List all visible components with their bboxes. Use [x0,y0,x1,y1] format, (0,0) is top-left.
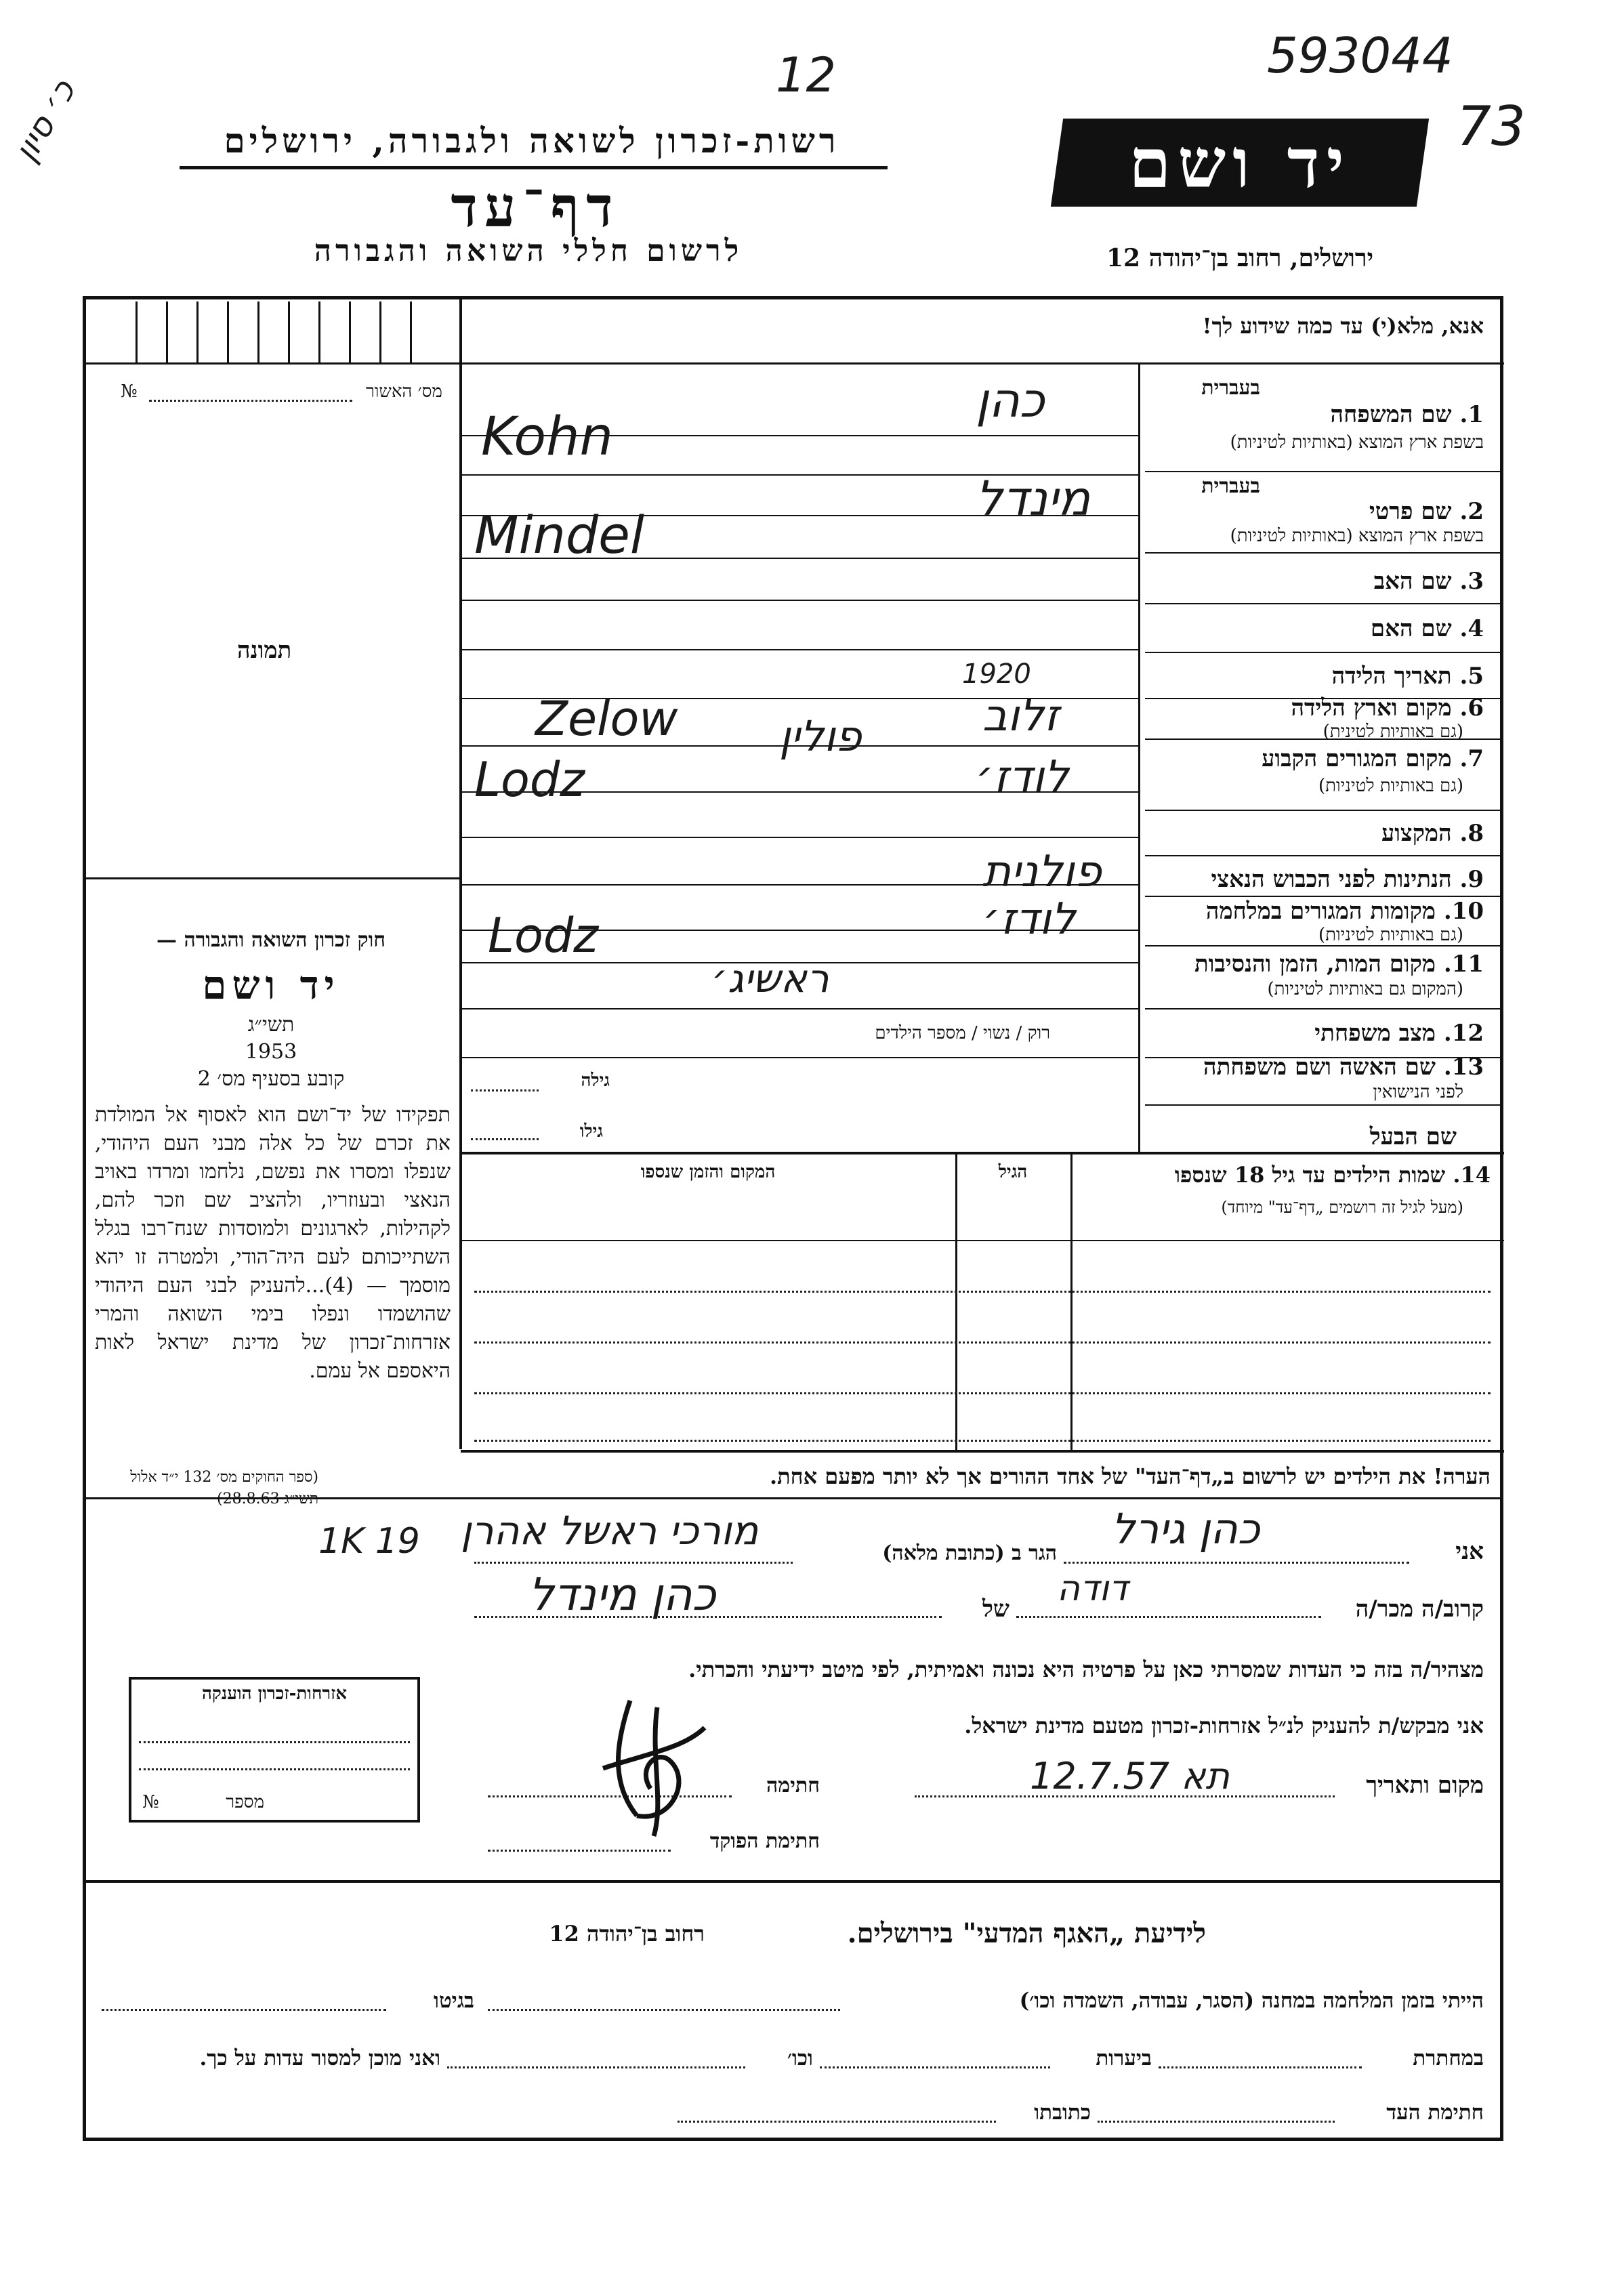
field-12-label: 12. מצב משפחתי [1314,1020,1484,1047]
approval-no-mark: № [121,381,138,402]
decl-place-date-value: תא 12.7.57 [1030,1755,1230,1797]
bottom-line1-start: הייתי בזמן המלחמה במחנה (הסגר, עבודה, השמדה וכו׳) [1019,1989,1484,2013]
value-birth-place-lat: Zelow [535,691,678,747]
citizenship-title: אזרחות-זכרון הוענקה [201,1684,348,1704]
law-body: תפקידו של יד־ושם הוא לאסוף אל המולדת את זכרם של כל אלה מבני העם היהודי, שנפלו ומסרו את נפשם, נלחמו ומרדו באויב הנאצי ובעוזריו, ולהציב שם וזכר להם, לקהילות, לארגונים ולמוסדות שנח־רבו בגלל השתייכותם לעם היה־הודי, ולמטרה זו יהא מוסמך — (4)...להעניק לבני העם היהודי שהושמדו ונפלו בימי השואה והמרי אזרחות־זכרון של מדינת ישראל לאות היאספם אל עמם. [95,1103,451,1383]
authority-name: רשות-זכרון לשואה ולגבורה, ירושלים [224,121,840,161]
field-2-sub: בשפת ארץ המוצא (באותיות לטיניות) [1230,526,1484,546]
bottom-line3-mid: כתובתו [1034,2100,1091,2125]
field-2-label: 2. שם פרטי [1369,498,1484,525]
field-13-sub: לפני הנישואין [1373,1082,1463,1102]
law-year-he: תשי״ג [247,1013,295,1037]
photo-label: תמונה [237,637,292,664]
value-birth-place-he: זלוב [982,691,1059,741]
field-4-label: 4. שם האם [1370,615,1484,642]
field-7-sub: (גם באותיות לטיניות) [1318,776,1463,796]
field-7-label: 7. מקום המגורים הקבוע [1262,745,1484,772]
decl-i-value: כהן גירל [1111,1504,1260,1554]
field-8-label: 8. המקצוע [1381,820,1484,847]
value-family-he: כהן [976,373,1045,428]
form-title: דף־עד [451,175,620,240]
citizenship-no-mark: № [142,1792,159,1812]
field-6-label: 6. מקום וארץ הלידה [1291,694,1484,722]
page-digit-handwritten: 12 [776,47,837,103]
husband-age-label: גילו [579,1121,603,1142]
decl-place-date-label: מקום ותאריך [1366,1772,1484,1799]
children-sub: (מעל לגיל זה רושמים „דף־עד" מיוחד) [1221,1198,1463,1217]
bottom-line2-mid2: וכו׳ [787,2046,813,2070]
law-section: קובע בסעיף מס׳ 2 [197,1067,345,1091]
marital-options: רוק / נשוי / מספר הילדים [875,1023,1050,1043]
value-residence-lat: Lodz [474,752,585,808]
hebrew-label-2: בעברית [1201,474,1260,498]
value-residence-he: לודז׳ [976,752,1069,802]
logo-text: יד ושם [1129,123,1351,203]
bottom-line2-end: ואני מוכן למסור עדות על כך. [199,2046,440,2070]
decl-officer-label: חתימת הפוקד [709,1829,820,1853]
decl-statement: מצהיר/ה בזה כי העדות שמסרתי כאן על פרטיה היא נכונה ואמיתית, לפי מיטב ידיעתי והכרתי. [688,1657,1484,1682]
field-10-label: 10. מקומות המגורים במלחמה [1205,898,1484,925]
children-age-header: הגיל [998,1162,1028,1182]
field-13-label: 13. שם האשה ושם משפחתה [1203,1054,1484,1081]
field-1-label: 1. שם המשפחה [1330,401,1484,428]
decl-request: אני מבקש/ת להעניק לנ״ל אזרחות-זכרון מטעם מדינת ישראל. [964,1713,1484,1739]
value-given-lat: Mindel [474,505,644,565]
decl-signature-label: חתימה [766,1774,820,1797]
value-family-lat: Kohn [481,407,613,467]
bottom-line3-start: חתימת העד [1386,2100,1484,2125]
bottom-address: רחוב בן־יהודה 12 [549,1921,705,1947]
field-11-sub: (המקום גם באותיות לטיניות) [1267,979,1463,999]
value-citizenship: פולנית [982,847,1102,897]
value-war-residence-lat: Lodz [488,908,599,963]
decl-i-label: אני [1455,1538,1484,1565]
field-6-sub: (גם באותיות לטינית) [1323,722,1463,742]
signature-scribble [589,1687,718,1843]
value-country: פולין [779,711,862,761]
corner-mark-handwritten: 73 [1457,95,1526,158]
decl-of-value: כהן מינדל [528,1568,716,1621]
form-subtitle: לרשום חללי השואה והגבורה [314,234,743,268]
note-text: הערה! את הילדים יש לרשום ב„דף־העד" של אחד ההורים אך לא יותר מפעם אחת. [769,1463,1491,1489]
decl-address-label: הגר ב (כתובת מלאה) [882,1541,1057,1565]
decl-margin-note: 1K 19 [318,1521,420,1562]
header-address: ירושלים, רחוב בן־יהודה 12 [1106,244,1374,272]
approval-no-label: מס׳ האשור [366,381,442,402]
bottom-line2-start: במחתרת [1413,2046,1484,2070]
field-5-label: 5. תאריך הלידה [1331,663,1484,690]
margin-note-handwritten: כ׳ סיון [7,73,83,168]
bottom-line2-mid1: ביערות [1096,2046,1152,2070]
law-citation: (ספר החוקים מס׳ 132 י״ד אלול [130,1469,318,1486]
value-given-he: מינדל [976,471,1091,526]
field-9-label: 9. הנתינות לפני הכבוש הנאצי [1211,866,1484,893]
value-war-residence-he: לודז׳ [982,894,1076,944]
value-death-place: ראשיג׳ [711,955,829,1001]
decl-relative-value: דודה [1057,1568,1128,1609]
hebrew-label-1: בעברית [1201,376,1260,400]
field-10-sub: (גם באותיות לטיניות) [1318,925,1463,945]
field-3-label: 3. שם האב [1373,568,1484,595]
law-title: חוק זכרון השואה והגבורה — [157,928,386,952]
form-number-handwritten: 593044 [1267,27,1453,84]
field-11-label: 11. מקום המות, הזמן והנסיבות [1194,951,1484,978]
decl-address-value: מורכי ראשל אהרן [461,1507,759,1554]
wife-age-label: גילה [581,1070,610,1091]
bottom-line1-end: בגיטו [434,1989,474,2013]
decl-of-label: של [982,1596,1009,1623]
bottom-title: לידיעת „האגף המדעי" בירושלים. [847,1917,1206,1949]
value-birth-date: 1920 [962,659,1031,690]
citizenship-number-label: מספר [226,1792,264,1812]
children-place-header: המקום והזמן שנספו [640,1162,776,1182]
decl-relative-label: קרוב/ה מכר/ה [1355,1596,1484,1623]
law-year: 1953 [245,1040,297,1064]
field-1-sub: בשפת ארץ המוצא (באותיות לטיניות) [1230,432,1484,453]
children-label: 14. שמות הילדים עד גיל 18 שנספו [1174,1162,1491,1188]
husband-label: שם הבעל [1369,1123,1457,1150]
instruction: אנא, מלא(י) עד כמה שידוע לך! [1202,313,1484,339]
law-name: יד ושם [202,962,340,1008]
